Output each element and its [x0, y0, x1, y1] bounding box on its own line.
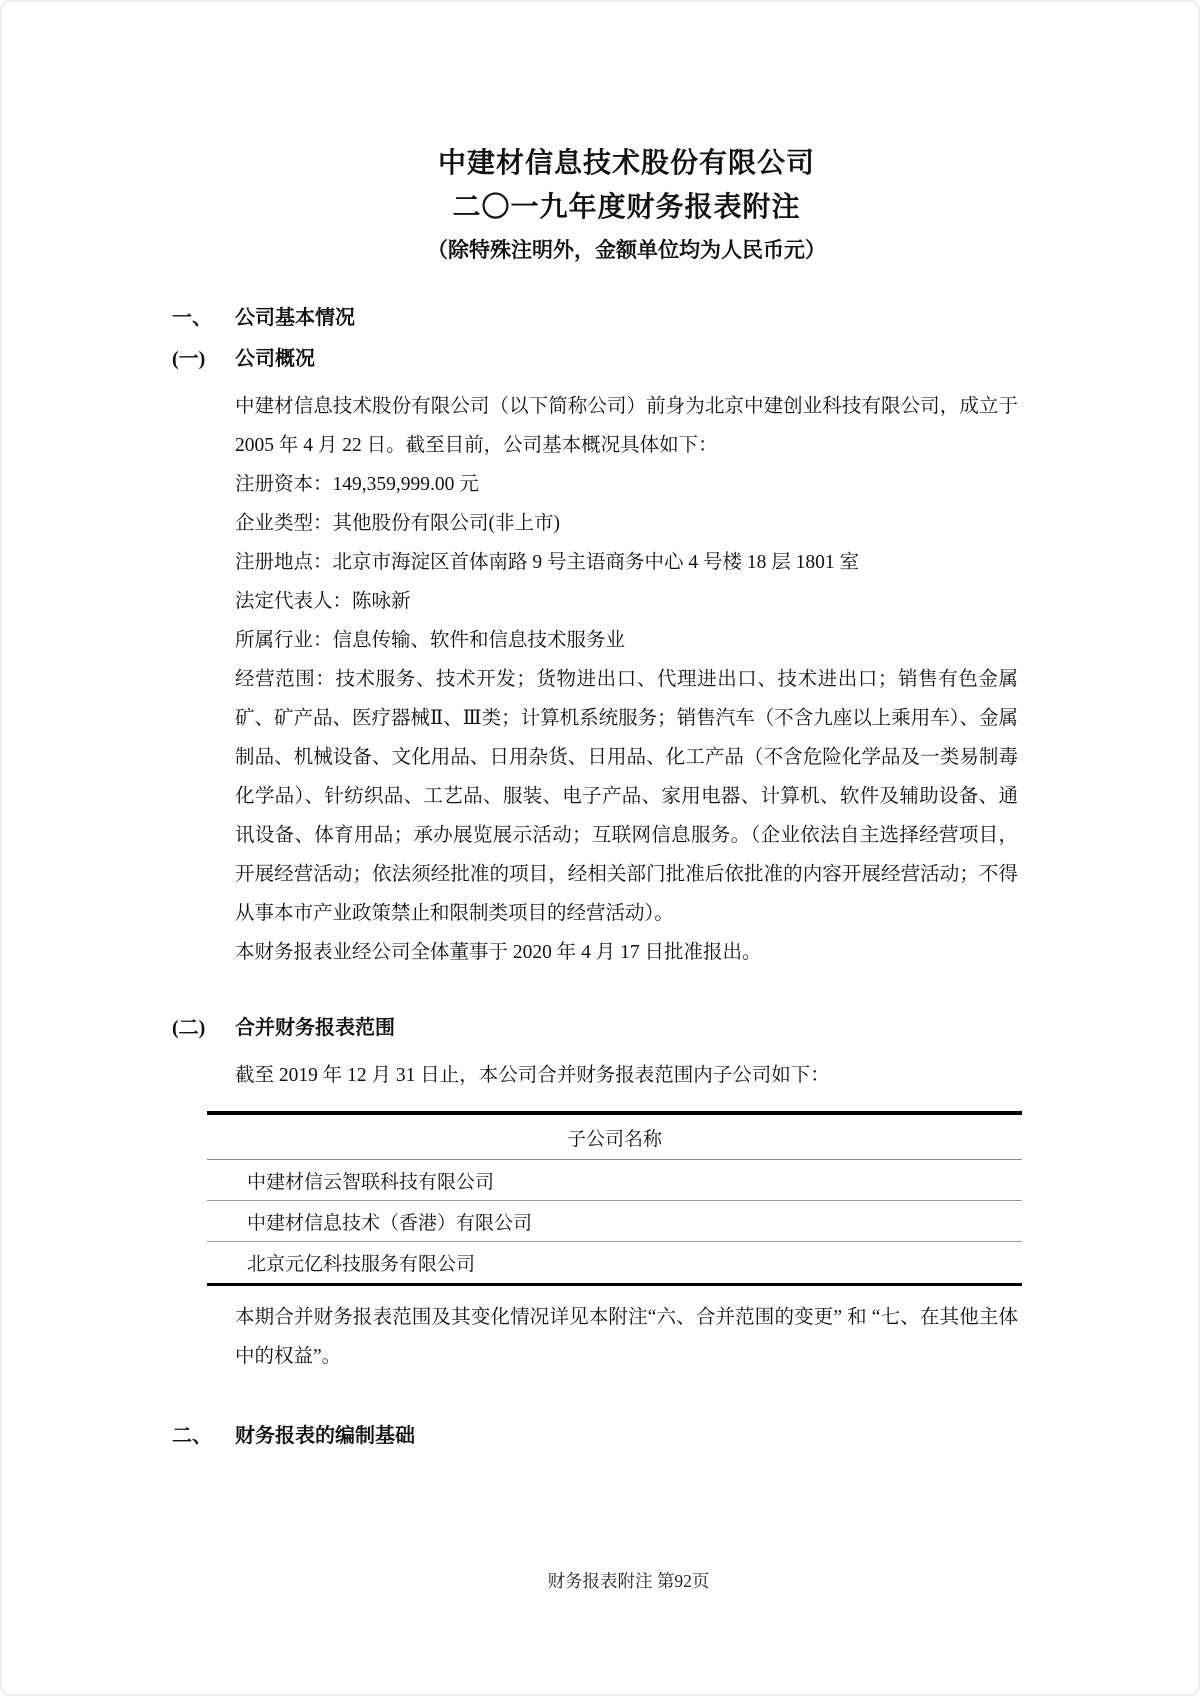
section-heading-company-basic-info [172, 304, 1018, 332]
consolidation-intro-paragraph: 截至 2019 年 12 月 31 日止，本公司合并财务报表范围内子公司如下： [235, 1065, 830, 1086]
title-block [235, 142, 1018, 270]
subsection-heading-consolidation-scope [172, 1014, 1018, 1042]
table-row: 中建材信息技术（香港）有限公司 [207, 1201, 1022, 1242]
consolidation-body [235, 1056, 1018, 1095]
legal-representative-line: 法定代表人：陈咏新 [235, 591, 411, 612]
table-row: 北京元亿科技服务有限公司 [247, 1254, 476, 1275]
table-row: 中建材信云智联科技有限公司 [207, 1160, 1022, 1201]
company-intro-paragraph: 中建材信息技术股份有限公司（以下简称公司）前身为北京中建创业科技有限公司，成立于 2005 年 4 月 22 日。截至目前，公司基本概况具体如下： [235, 396, 1018, 456]
approval-statement: 本财务报表业经公司全体董事于 2020 年 4 月 17 日批准报出。 [235, 942, 762, 963]
section-heading-text: 公司基本情况 [235, 307, 355, 329]
subsidiaries-table-header: 子公司名称 [207, 1115, 1022, 1160]
subsidiaries-table [207, 1111, 1022, 1286]
subsection-number: (一) [172, 348, 206, 370]
company-overview-body [235, 387, 1018, 972]
subsection-heading-text: 合并财务报表范围 [235, 1017, 395, 1039]
subsection-heading-company-overview [172, 345, 1018, 373]
business-scope-paragraph: 经营范围：技术服务、技术开发；货物进出口、代理进出口、技术进出口；销售有色金属矿、矿产品、医疗器械Ⅱ、Ⅲ类；计算机系统服务；销售汽车（不含九座以上乘用车）、金属制品、机械设备、文化用品、日用杂货、日用品、化工产品（不含危险化学品及一类易制毒化学品）、针纺织品、工艺品、服装、电子产品、家用电器、计算机、软件及辅助设备、通讯设备、体育用品；承办展览展示活动；互联网信息服务。（企业依法自主选择经营项目，开展经营活动；依法须经批准的项目，经相关部门批准后依批准的内容开展经营活动；不得从事本市产业政策禁止和限制类项目的经营活动）。 [235, 669, 1018, 924]
enterprise-type-line: 企业类型：其他股份有限公司(非上市) [235, 513, 560, 534]
company-title: 中建材信息技术股份有限公司 [437, 148, 815, 179]
industry-line: 所属行业：信息传输、软件和信息技术服务业 [235, 630, 626, 651]
currency-note-subtitle: （除特殊注明外，金额单位均为人民币元） [427, 238, 826, 262]
section-heading-text: 财务报表的编制基础 [235, 1425, 415, 1447]
registered-capital-line: 注册资本：149,359,999.00 元 [235, 474, 479, 495]
subsection-number: (二) [172, 1017, 206, 1039]
section-number: 二、 [172, 1425, 212, 1447]
section-number: 一、 [172, 307, 212, 329]
section-heading-preparation-basis [172, 1422, 1018, 1450]
registered-address-line: 注册地点：北京市海淀区首体南路 9 号主语商务中心 4 号楼 18 层 1801 室 [235, 552, 860, 573]
page-content [2, 2, 1198, 1450]
report-title: 二〇一九年度财务报表附注 [452, 192, 801, 223]
consolidation-note-body [235, 1298, 1018, 1376]
subsection-heading-text: 公司概况 [235, 348, 315, 370]
page-footer: 财务报表附注 第92页 [547, 1571, 710, 1591]
consolidation-note-paragraph: 本期合并财务报表范围及其变化情况详见本附注“六、合并范围的变更” 和 “七、在其他主体中的权益”。 [235, 1307, 1018, 1367]
